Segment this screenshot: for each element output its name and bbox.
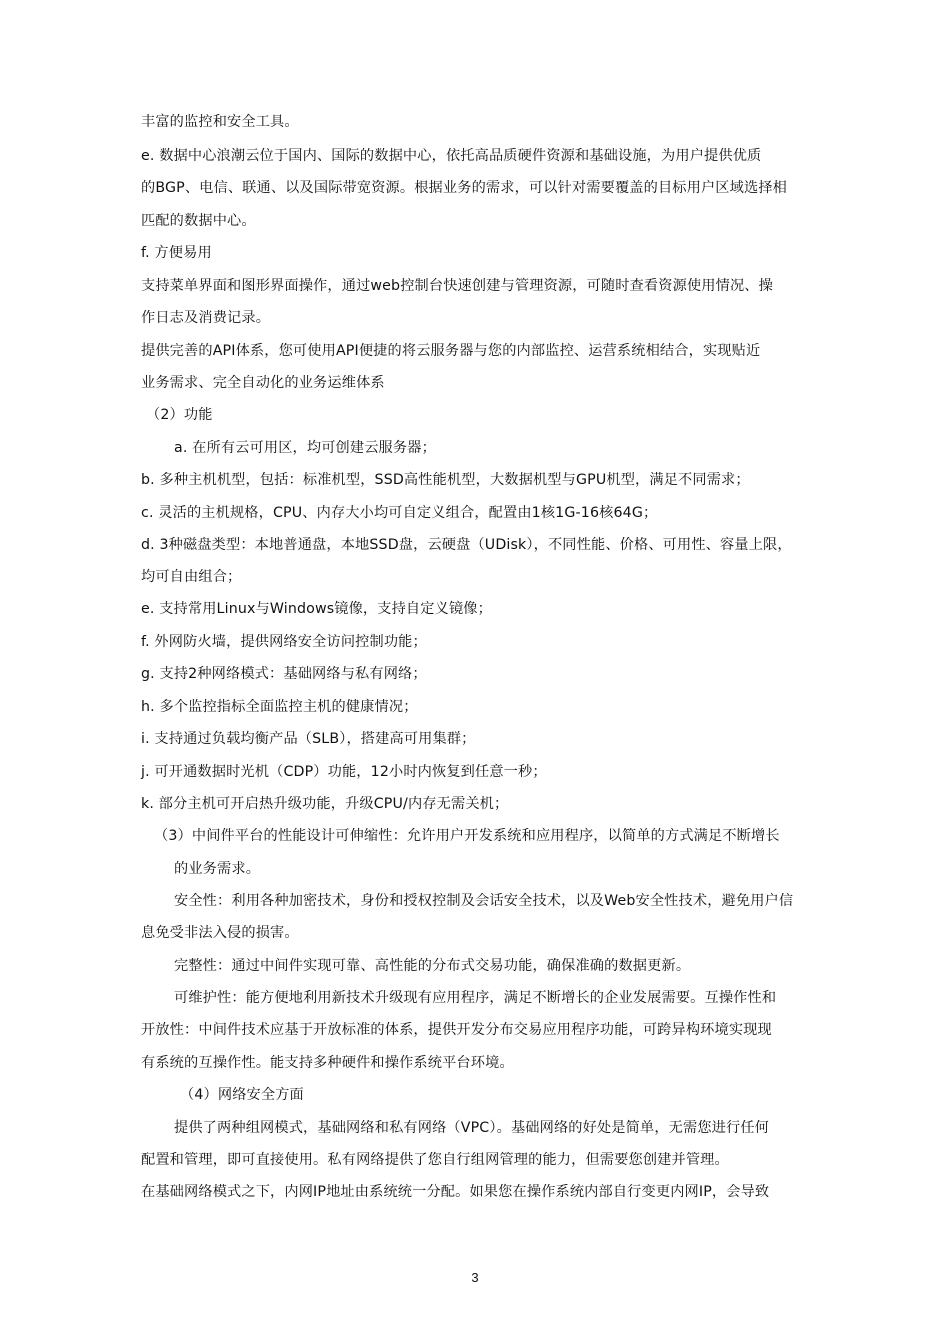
text-line: 可维护性：能方便地利用新技术升级现有应用程序，满足不断增长的企业发展需要。互操作性和 [174, 990, 777, 1006]
text-line: 安全性：利用各种加密技术，身份和授权控制及会话安全技术，以及Web安全性技术，避免用户信 [174, 893, 794, 909]
text-line: （2）功能 [146, 407, 213, 423]
text-line: c. 灵活的主机规格，CPU、内存大小均可自定义组合，配置由1核1G-16核64G； [141, 505, 658, 521]
text-line: j. 可开通数据时光机（CDP）功能，12小时内恢复到任意一秒； [141, 764, 547, 780]
text-line: h. 多个监控指标全面监控主机的健康情况； [141, 699, 418, 715]
text-line: 丰富的监控和安全工具。 [141, 114, 299, 130]
text-line: 作日志及消费记录。 [141, 310, 271, 326]
text-line: 业务需求、完全自动化的业务运维体系 [141, 375, 385, 391]
text-line: 提供完善的API体系，您可使用API便捷的将云服务器与您的内部监控、运营系统相结合，实现贴近 [141, 343, 761, 359]
text-line: i. 支持通过负载均衡产品（SLB），搭建高可用集群； [141, 731, 476, 747]
text-line: 均可自由组合； [141, 569, 242, 585]
text-line: 的业务需求。 [174, 861, 261, 877]
text-line: e. 支持常用Linux与Windows镜像，支持自定义镜像； [141, 601, 492, 617]
text-line: 开放性：中间件技术应基于开放标准的体系，提供开发分布交易应用程序功能，可跨异构环境实现现 [141, 1022, 772, 1038]
text-line: 提供了两种组网模式，基础网络和私有网络（VPC）。基础网络的好处是简单，无需您进行任何 [174, 1120, 770, 1136]
page-number: 3 [471, 1270, 479, 1285]
text-line: k. 部分主机可开启热升级功能，升级CPU/内存无需关机； [141, 796, 509, 812]
text-line: a. 在所有云可用区，均可创建云服务器； [174, 440, 436, 456]
text-line: 匹配的数据中心。 [141, 213, 256, 229]
text-line: 完整性：通过中间件实现可靠、高性能的分布式交易功能，确保准确的数据更新。 [174, 958, 691, 974]
text-line: b. 多种主机机型，包括：标准机型，SSD高性能机型，大数据机型与GPU机型，满足不同需求； [141, 472, 750, 488]
text-line: 的BGP、电信、联通、以及国际带宽资源。根据业务的需求，可以针对需要覆盖的目标用户区域选择相 [141, 180, 787, 196]
text-line: 有系统的互操作性。能支持多种硬件和操作系统平台环境。 [141, 1055, 514, 1071]
text-line: 支持菜单界面和图形界面操作，通过web控制台快速创建与管理资源，可随时查看资源使用情况、操 [141, 278, 773, 294]
text-line: f. 方便易用 [141, 245, 212, 261]
text-line: 在基础网络模式之下，内网IP地址由系统统一分配。如果您在操作系统内部自行变更内网IP，会导致 [141, 1184, 770, 1200]
text-line: 息免受非法入侵的损害。 [141, 925, 299, 941]
text-line: f. 外网防火墙，提供网络安全访问控制功能； [141, 634, 427, 650]
text-line: （3）中间件平台的性能设计可伸缩性：允许用户开发系统和应用程序，以简单的方式满足不断增长 [154, 828, 780, 844]
text-line: （4）网络安全方面 [180, 1087, 304, 1103]
text-line: e. 数据中心浪潮云位于国内、国际的数据中心，依托高品质硬件资源和基础设施，为用户提供优质 [141, 148, 762, 164]
text-line: 配置和管理，即可直接使用。私有网络提供了您自行组网管理的能力，但需要您创建并管理。 [141, 1152, 729, 1168]
text-line: d. 3种磁盘类型：本地普通盘，本地SSD盘，云硬盘（UDisk），不同性能、价格、可用性、容量上限， [141, 537, 792, 553]
text-line: g. 支持2种网络模式：基础网络与私有网络； [141, 666, 427, 682]
